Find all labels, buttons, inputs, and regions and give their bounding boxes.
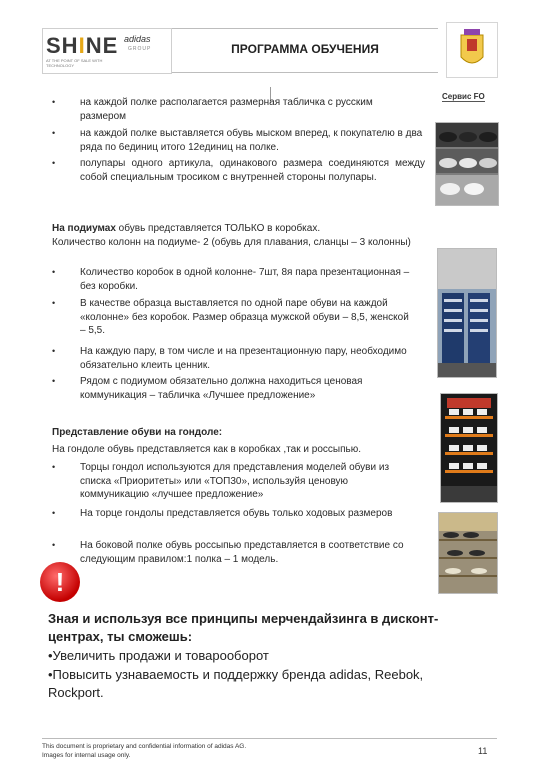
bullet-icon: • xyxy=(52,462,56,472)
summary-heading: Зная и используя все принципы мерчендайзинга в дисконт-центрах, ты сможешь: xyxy=(48,611,439,644)
section2-bullet-3: На каждую пару, в том числе и на презентационную пару, необходимо обязательно клеить ценник. xyxy=(80,346,407,371)
shine-logo: SHINE xyxy=(46,33,119,58)
footer-notice xyxy=(42,742,246,760)
section2-bullet-1: Количество коробок в одной колонне- 7шт, 8я пара презентационная – без коробки. xyxy=(80,267,410,292)
crest-icon xyxy=(446,22,498,78)
summary-point-1: •Увеличить продажи и товарооборот xyxy=(48,648,269,663)
warning-icon: ! xyxy=(40,562,80,602)
podium-photo xyxy=(437,248,497,378)
shine-tagline: AT THE POINT OF SALE WITH TECHNOLOGY xyxy=(46,58,103,68)
section2-heading-bold: На подиумах xyxy=(52,223,116,234)
adidas-group-label: GROUP xyxy=(128,46,152,52)
bullet-icon: • xyxy=(52,376,56,386)
gondola-end-photo xyxy=(440,393,498,503)
section3-bullet-3: На боковой полке обувь россыпью представляется в соответствие со следующим правилом:1 полка – 1 модель. xyxy=(80,540,404,565)
bullet-icon: • xyxy=(52,508,56,518)
footer-rule xyxy=(42,738,497,739)
page-title: ПРОГРАММА ОБУЧЕНИЯ xyxy=(231,42,379,56)
section1-bullet-3: полупары одного артикула, одинакового размера соединяются между собой специальным тросиком с внутренней стороны полупары. xyxy=(80,158,425,183)
bullet-icon: • xyxy=(52,97,56,107)
section2-bullet-2: В качестве образца выставляется по одной паре обуви на каждой «колонне» без коробок. Размер образца мужской обуви – 8,5, женской – 5,5. xyxy=(80,298,409,336)
bullet-icon: • xyxy=(52,346,56,356)
shoe-wall-photo xyxy=(435,122,499,206)
section1-bullet-2: на каждой полке выставляется обувь мыском вперед, к покупателю в два ряда по 6единиц итого 12единиц на полке. xyxy=(80,128,423,153)
bullet-icon: • xyxy=(52,158,56,168)
section2-line2: Количество колонн на подиуме- 2 (обувь для плавания, сланцы – 3 колонны) xyxy=(52,237,411,248)
section2-bullet-4: Рядом с подиумом обязательно должна находиться ценовая коммуникация – табличка «Лучшее предложение» xyxy=(80,376,363,401)
side-shelf-photo xyxy=(438,512,498,594)
section2-heading xyxy=(52,222,432,236)
footer-line-2: Images for internal usage only. xyxy=(42,752,131,759)
bullet-icon: • xyxy=(52,540,56,550)
page-number: 11 xyxy=(478,746,488,756)
footer-line-1: This document is proprietary and confidential information of adidas AG. xyxy=(42,743,247,750)
bullet-icon: • xyxy=(52,128,56,138)
service-label: Сервис FO xyxy=(442,92,485,101)
section3-bullet-1: Торцы гондол используются для представления моделей обуви из списка «Приоритеты» или «ТОП30», используйя ценовую коммуникацию «лучшее предложение» xyxy=(80,462,390,500)
title-top-rule xyxy=(172,28,438,29)
section1-bullet-1: на каждой полке располагается размерная табличка с русским размером xyxy=(80,97,373,122)
section3-line2: На гондоле обувь представляется как в коробках ,так и россыпью. xyxy=(52,444,361,455)
summary-point-2: •Повысить узнаваемость и поддержку бренда adidas, Reebok, Rockport. xyxy=(48,667,424,700)
bullet-icon: • xyxy=(52,267,56,277)
section3-heading: Представление обуви на гондоле: xyxy=(52,427,223,438)
section3-bullet-2: На торце гондолы представляется обувь только ходовых размеров xyxy=(80,508,393,519)
title-bottom-rule xyxy=(172,72,438,73)
bullet-icon: • xyxy=(52,298,56,308)
adidas-logo: adidas xyxy=(124,34,151,44)
section2-heading-rest: обувь представляется ТОЛЬКО в коробках. xyxy=(115,223,321,234)
